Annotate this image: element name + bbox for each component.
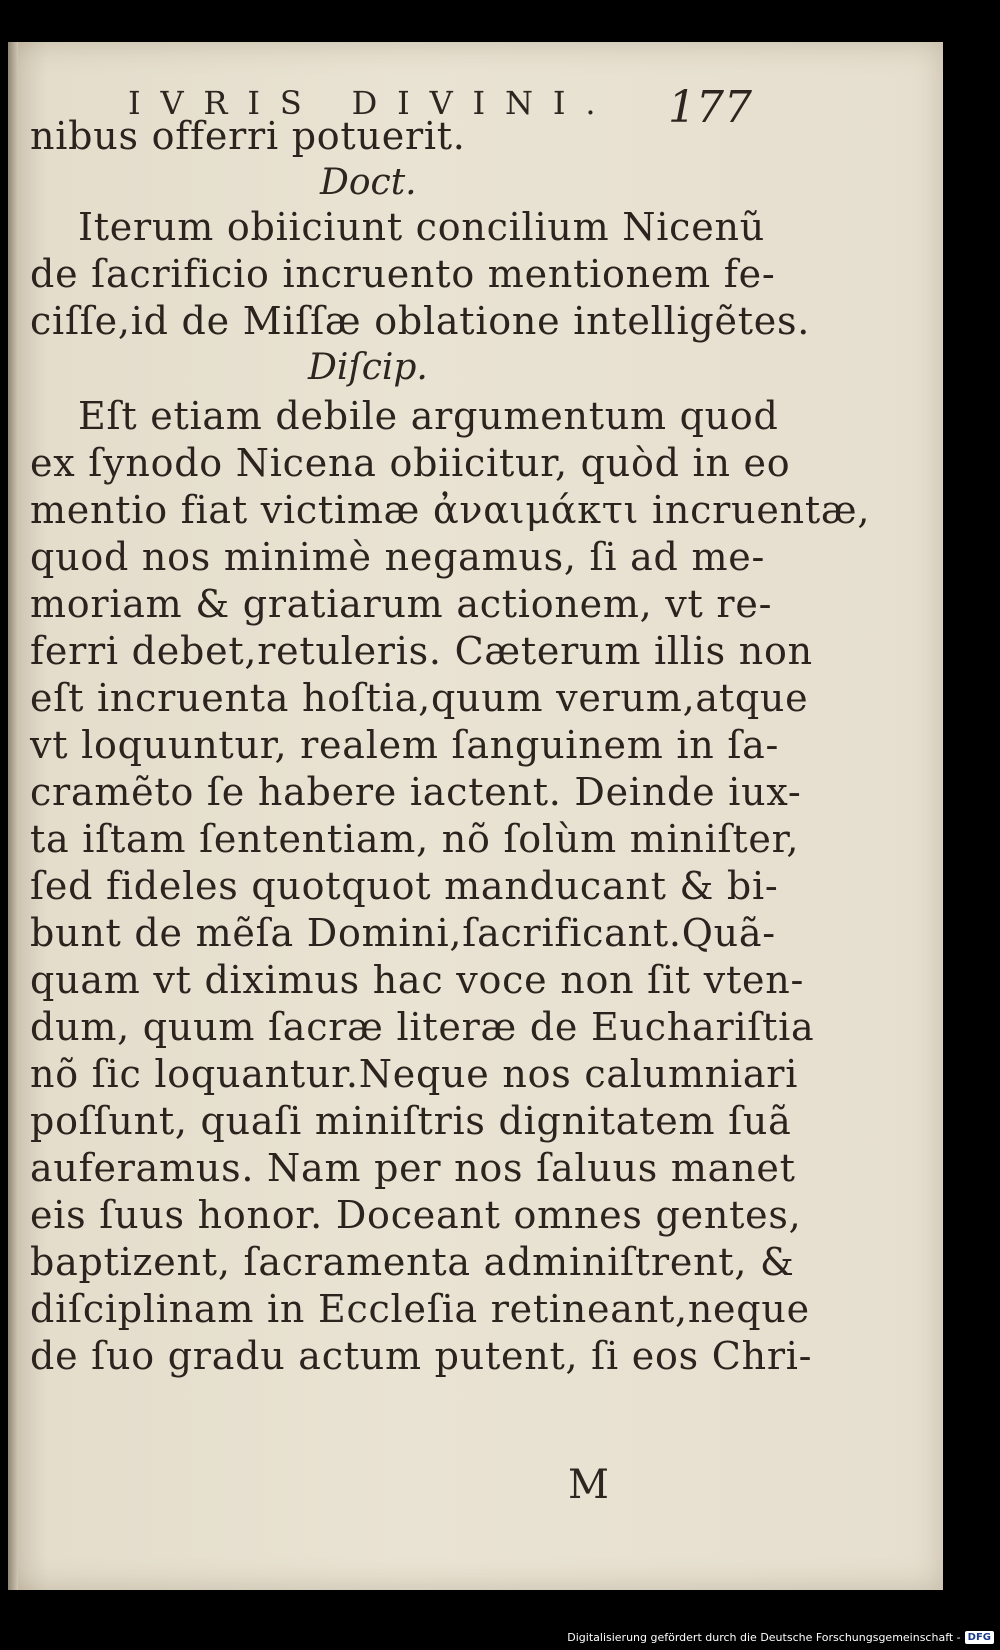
text-line: mentio fiat victimæ ἀναιμάκτι incruentæ, bbox=[30, 488, 871, 532]
text-line: Iterum obiiciunt concilium Nicenũ bbox=[78, 205, 765, 249]
text-line: nõ ſic loquantur.Neque nos calumniari bbox=[30, 1052, 799, 1096]
text-line: ex ſynodo Nicena obiicitur, quòd in eo bbox=[30, 441, 791, 485]
text-line: de ſacrificio incruento mentionem fe- bbox=[30, 252, 776, 296]
text-line: ta iſtam ſententiam, nõ ſolùm miniſter, bbox=[30, 817, 800, 861]
catchword: M bbox=[568, 1462, 609, 1508]
text-line: eis ſuus honor. Doceant omnes gentes, bbox=[30, 1193, 802, 1237]
text-line: ferri debet,retuleris. Cæterum illis non bbox=[30, 629, 813, 673]
text-line: baptizent, ſacramenta adminiſtrent, & bbox=[30, 1240, 795, 1284]
text-line: quam vt diximus hac voce non ſit vten- bbox=[30, 958, 805, 1002]
text-line: ciſſe,id de Miſſæ oblatione intelligẽtes. bbox=[30, 299, 811, 343]
text-line: dum, quum ſacræ literæ de Euchariſtia bbox=[30, 1005, 815, 1049]
digitization-note: Digitalisierung gefördert durch die Deutsche Forschungsgemeinschaft - bbox=[567, 1630, 961, 1644]
text-line: moriam & gratiarum actionem, vt re- bbox=[30, 582, 773, 626]
text-line: nibus offerri potuerit. bbox=[30, 114, 466, 158]
text-line: ſed fideles quotquot manducant & bi- bbox=[30, 864, 779, 908]
text-line: cramẽto ſe habere iactent. Deinde iux- bbox=[30, 770, 802, 814]
book-page bbox=[8, 42, 943, 1590]
speaker-label-discip: Diſcip. bbox=[308, 347, 428, 388]
text-line: auferamus. Nam per nos ſaluus manet bbox=[30, 1146, 796, 1190]
text-line: vt loquuntur, realem ſanguinem in ſa- bbox=[30, 723, 780, 767]
page-binding-edge bbox=[8, 42, 18, 1590]
text-line: bunt de mẽſa Domini,ſacrificant.Quã- bbox=[30, 911, 776, 955]
text-line: poſſunt, quaſi miniſtris dignitatem ſuã bbox=[30, 1099, 792, 1143]
text-line: eſt incruenta hoſtia,quum verum,atque bbox=[30, 676, 809, 720]
text-line: de ſuo gradu actum putent, ſi eos Chri- bbox=[30, 1334, 813, 1378]
text-line: quod nos minimè negamus, ſi ad me- bbox=[30, 535, 766, 579]
dfg-logo-icon: DFG bbox=[965, 1631, 994, 1644]
digitization-footer bbox=[567, 1626, 994, 1648]
speaker-label-doct: Doct. bbox=[320, 162, 417, 203]
text-line: Eſt etiam debile argumentum quod bbox=[78, 394, 779, 438]
page-number: 177 bbox=[668, 82, 752, 133]
text-line: diſciplinam in Eccleſia retineant,neque bbox=[30, 1287, 810, 1331]
running-title: IVRIS DIVINI. bbox=[128, 84, 616, 122]
